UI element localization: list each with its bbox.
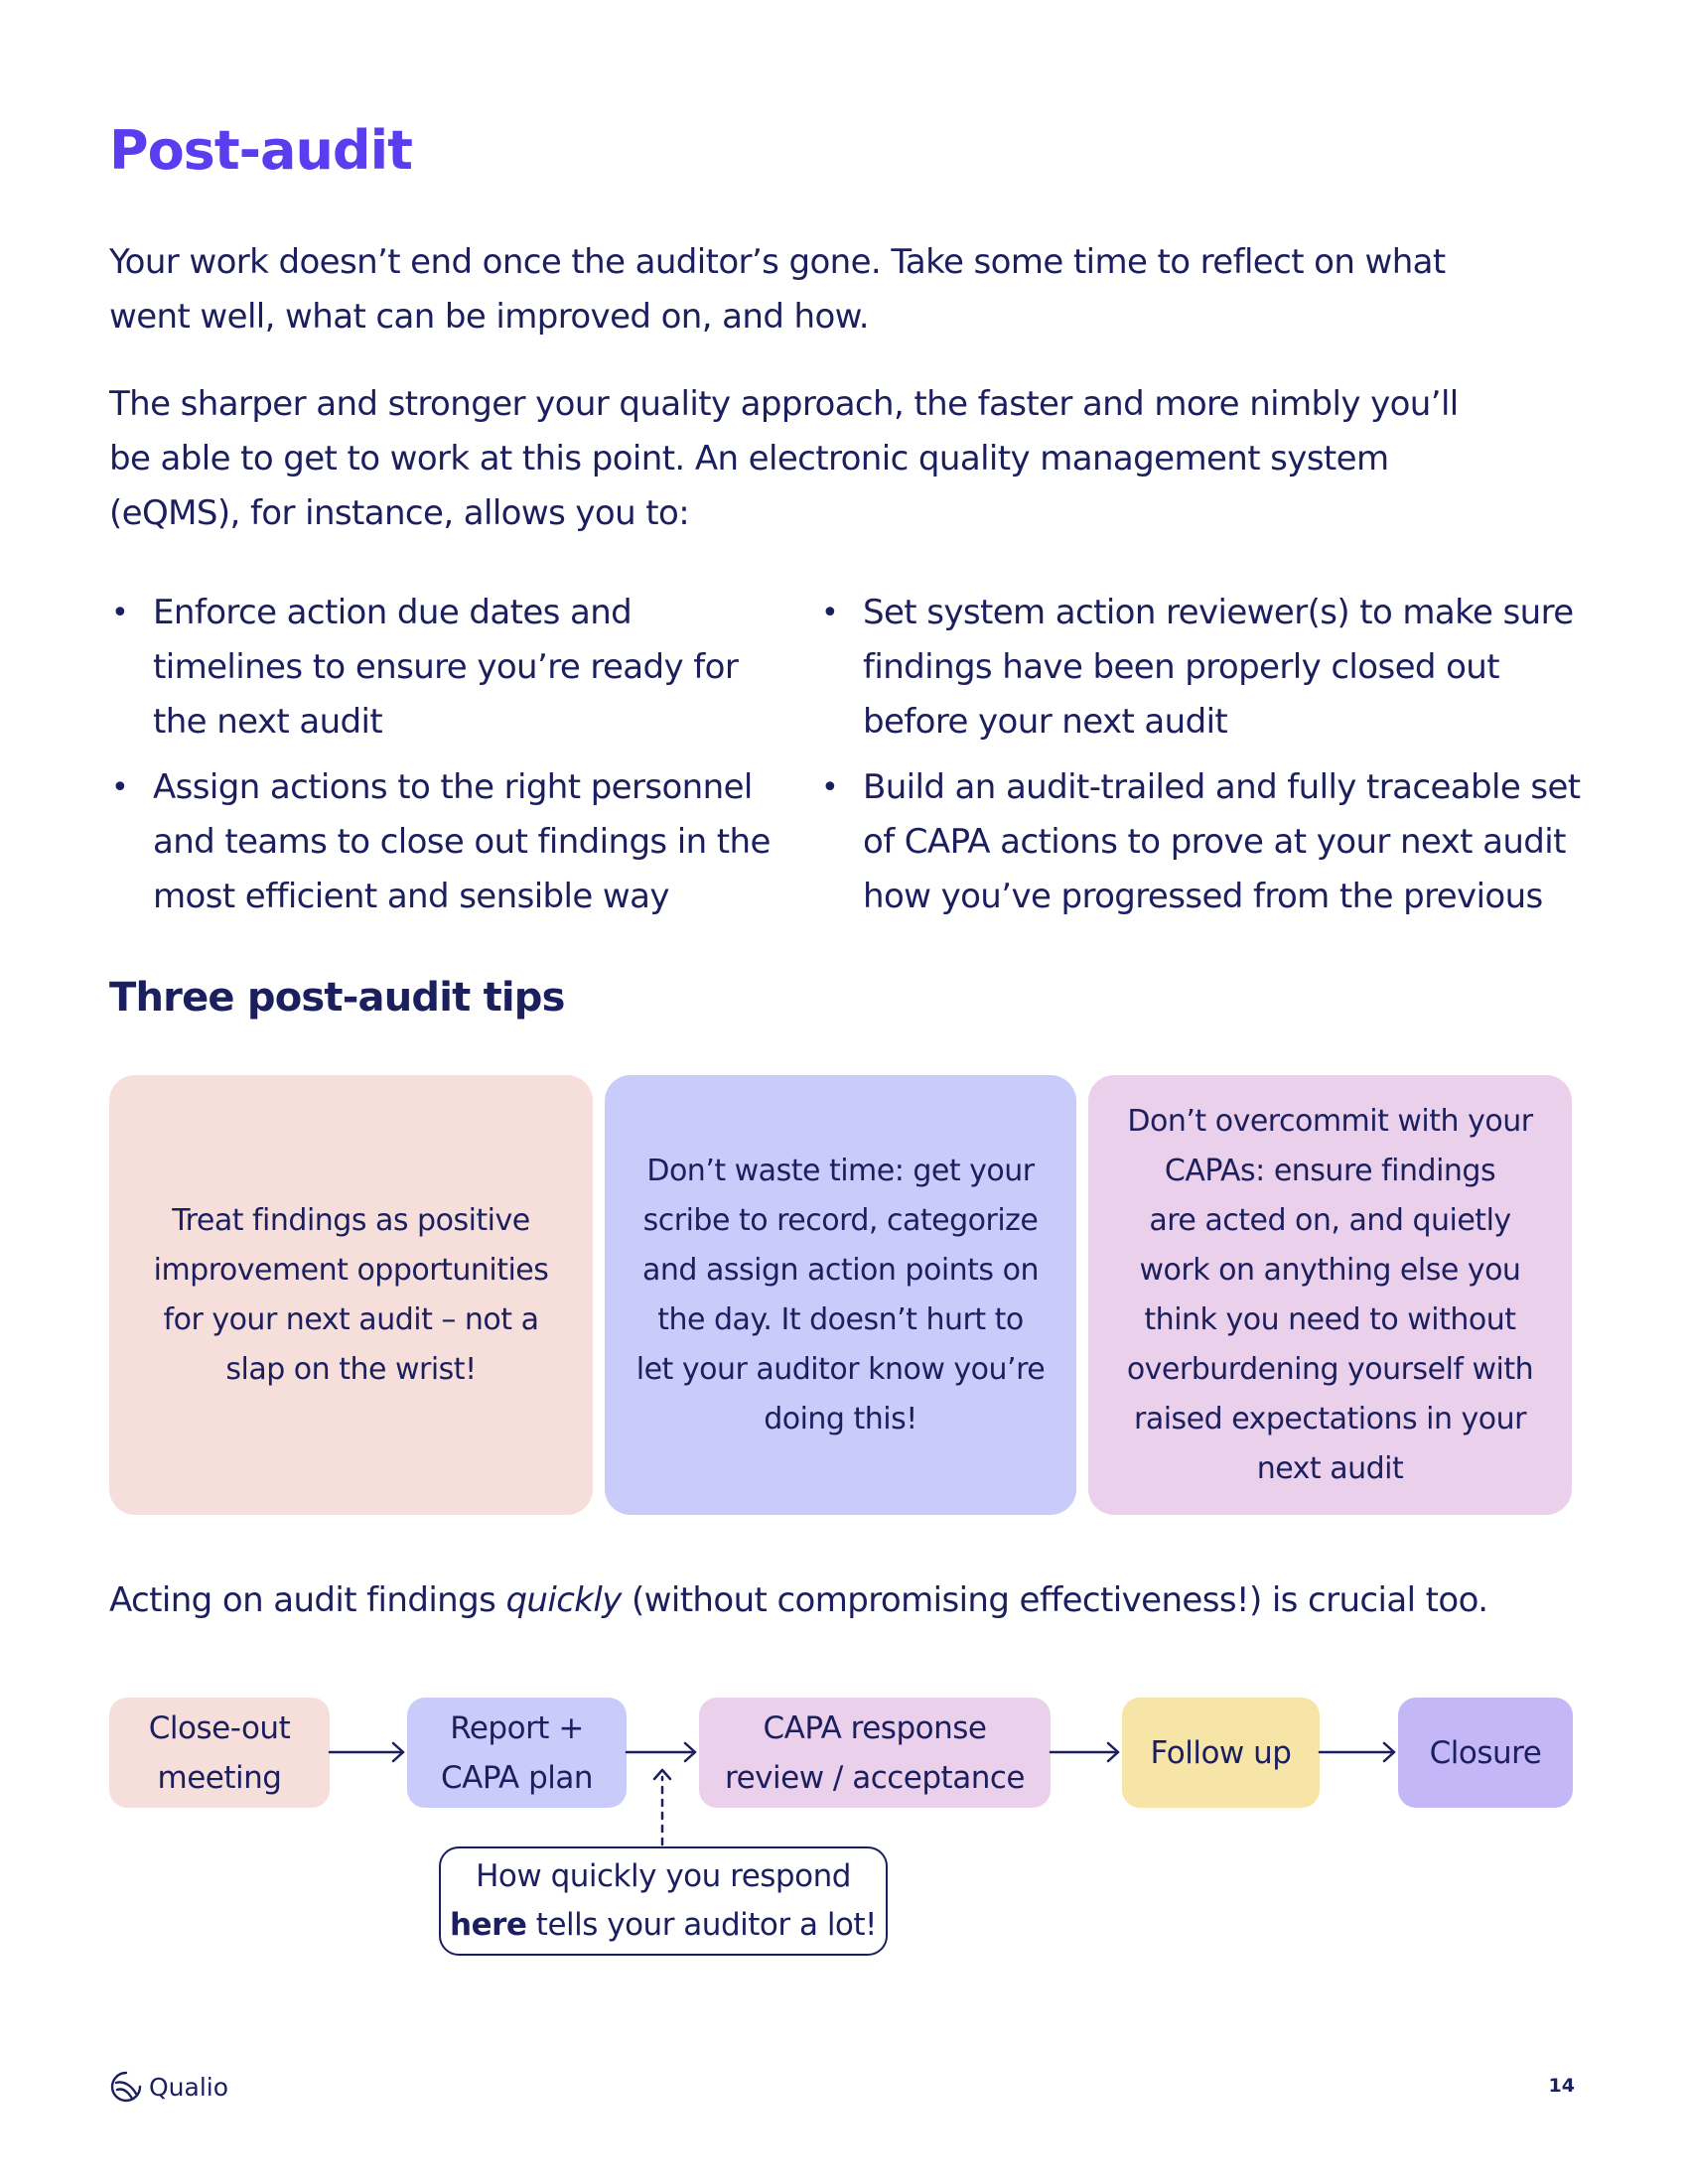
flow-step-line: CAPA plan bbox=[440, 1759, 594, 1796]
tip-line: raised expectations in your bbox=[1133, 1401, 1526, 1436]
tip-line: Don’t waste time: get your bbox=[646, 1153, 1035, 1188]
bullet-line: Assign actions to the right personnel bbox=[153, 767, 753, 807]
bullet-line: how you’ve progressed from the previous bbox=[863, 877, 1543, 916]
page-number: 14 bbox=[1548, 2075, 1575, 2097]
page-title: Post-audit bbox=[109, 119, 412, 182]
flow-step-line: Report + bbox=[450, 1709, 584, 1746]
bullet-line: before your next audit bbox=[863, 702, 1228, 742]
intro-line: be able to get to work at this point. An electronic quality management system bbox=[109, 439, 1389, 478]
bullet-line: most efficient and sensible way bbox=[153, 877, 669, 916]
tip-line: Don’t overcommit with your bbox=[1127, 1103, 1533, 1139]
bullet-line: and teams to close out findings in the bbox=[153, 822, 771, 862]
tip-line: slap on the wrist! bbox=[225, 1351, 477, 1387]
response-callout bbox=[439, 1846, 888, 1956]
tip-line: overburdening yourself with bbox=[1126, 1351, 1534, 1387]
bullet-line: the next audit bbox=[153, 702, 383, 742]
tip-line: next audit bbox=[1256, 1450, 1404, 1486]
tip-line: Treat findings as positive bbox=[172, 1202, 530, 1238]
arrow-right-icon bbox=[1051, 1743, 1118, 1761]
bullet-dot-icon: • bbox=[111, 770, 129, 805]
flow-step-line: Follow up bbox=[1150, 1734, 1292, 1771]
tip-line: scribe to record, categorize bbox=[642, 1202, 1039, 1238]
arrow-right-icon bbox=[330, 1743, 403, 1761]
statement-before: Acting on audit findings bbox=[109, 1580, 506, 1620]
intro-line: (eQMS), for instance, allows you to: bbox=[109, 493, 690, 533]
flow-step-line: CAPA response bbox=[763, 1709, 987, 1746]
logo-text: Qualio bbox=[149, 2072, 229, 2102]
bullet-dot-icon: • bbox=[111, 596, 129, 630]
tip-line: let your auditor know you’re bbox=[635, 1351, 1046, 1387]
bullet-line: timelines to ensure you’re ready for bbox=[153, 647, 739, 687]
callout-emphasis: here bbox=[450, 1907, 527, 1943]
bullet-line: Build an audit-trailed and fully traceable set bbox=[863, 767, 1581, 807]
bullet-line: Enforce action due dates and bbox=[153, 593, 633, 632]
intro-line: went well, what can be improved on, and how. bbox=[109, 297, 869, 337]
tip-line: think you need to without bbox=[1144, 1301, 1516, 1337]
tip-line: for your next audit – not a bbox=[163, 1301, 539, 1337]
bullet-line: Set system action reviewer(s) to make sure bbox=[863, 593, 1574, 632]
statement-after: (without compromising effectiveness!) is crucial too. bbox=[621, 1580, 1488, 1620]
arrow-right-icon bbox=[1320, 1743, 1394, 1761]
tips-heading: Three post-audit tips bbox=[109, 975, 565, 1021]
flow-step-line: review / acceptance bbox=[725, 1759, 1025, 1796]
callout-line bbox=[450, 1901, 877, 1950]
flow-step-line: Close-out bbox=[148, 1709, 291, 1746]
tip-line: and assign action points on bbox=[642, 1252, 1039, 1288]
qualio-logo bbox=[109, 2069, 228, 2105]
tip-line: work on anything else you bbox=[1139, 1252, 1521, 1288]
tip-line: the day. It doesn’t hurt to bbox=[657, 1301, 1024, 1337]
bullet-line: of CAPA actions to prove at your next audit bbox=[863, 822, 1566, 862]
callout-line: How quickly you respond bbox=[476, 1858, 851, 1894]
intro-line: The sharper and stronger your quality approach, the faster and more nimbly you’ll bbox=[109, 384, 1459, 424]
flow-step-line: Closure bbox=[1429, 1734, 1542, 1771]
statement-emphasis: quickly bbox=[505, 1580, 622, 1620]
tip-line: improvement opportunities bbox=[153, 1252, 549, 1288]
bullet-dot-icon: • bbox=[821, 596, 839, 630]
bullet-line: findings have been properly closed out bbox=[863, 647, 1499, 687]
arrow-right-icon bbox=[627, 1743, 695, 1761]
intro-line: Your work doesn’t end once the auditor’s gone. Take some time to reflect on what bbox=[109, 242, 1446, 282]
bullet-dot-icon: • bbox=[821, 770, 839, 805]
callout-rest: tells your auditor a lot! bbox=[526, 1907, 877, 1943]
tip-line: doing this! bbox=[764, 1401, 917, 1436]
tip-line: CAPAs: ensure findings bbox=[1164, 1153, 1496, 1188]
dashed-arrow-up-icon bbox=[654, 1770, 670, 1844]
flow-step-line: meeting bbox=[157, 1759, 282, 1796]
tip-line: are acted on, and quietly bbox=[1149, 1202, 1511, 1238]
qualio-logo-icon bbox=[109, 2070, 143, 2104]
